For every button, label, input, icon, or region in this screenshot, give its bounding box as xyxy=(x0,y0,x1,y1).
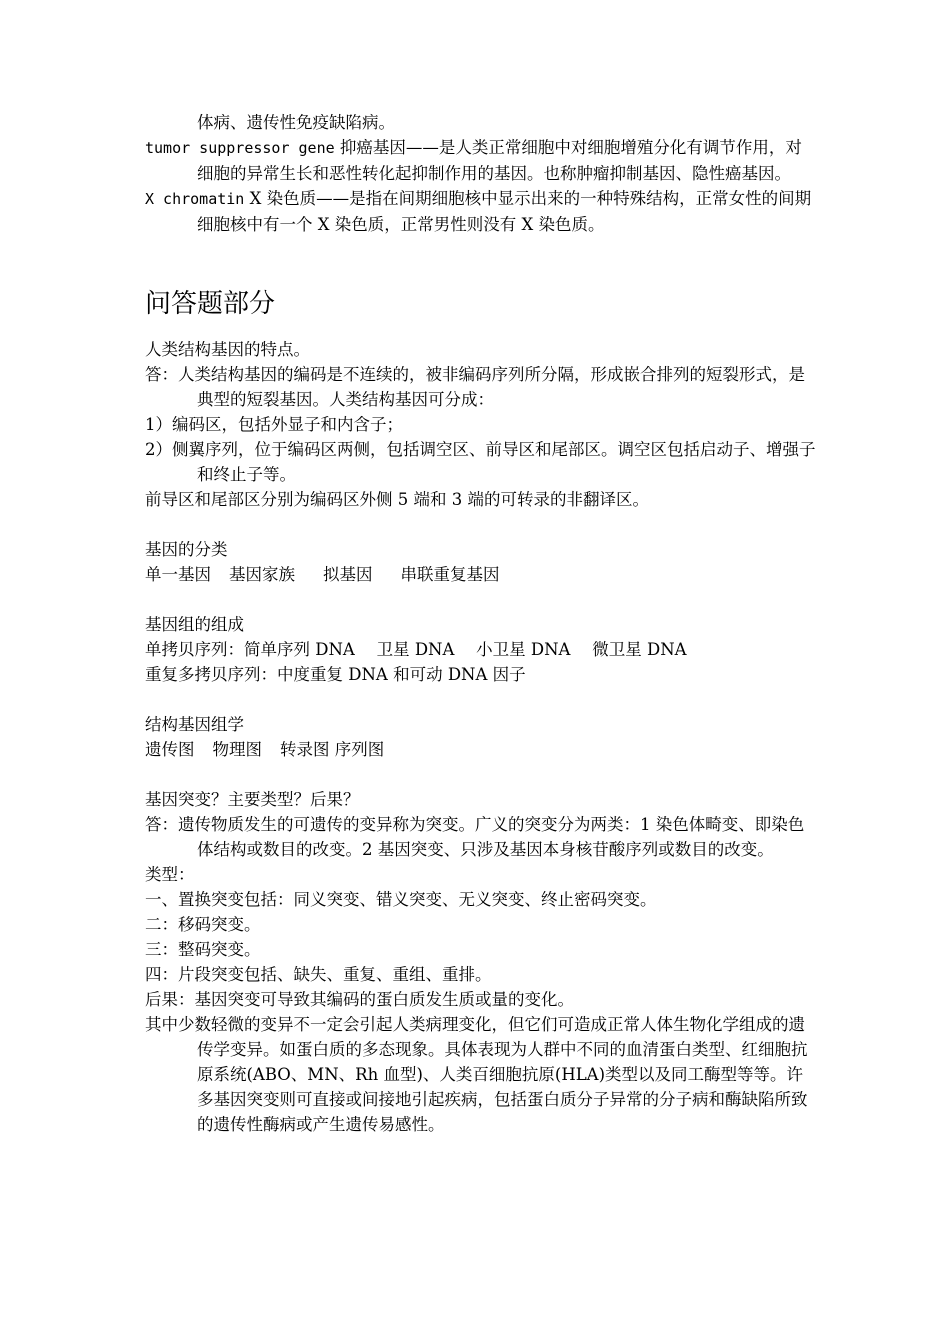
term-definition: X 染色质——是指在间期细胞核中显示出来的一种特殊结构，正常女性的间期细胞核中有一个 X 染色质，正常男性则没有 X 染色质。 xyxy=(197,189,812,234)
list-item: 拟基因 xyxy=(323,565,373,584)
text-line: 体病、遗传性免疫缺陷病。 xyxy=(197,113,395,132)
list-item: 三：整码突变。 xyxy=(145,940,261,959)
result-text: 后果：基因突变可导致其编码的蛋白质发生质或量的变化。 xyxy=(145,990,574,1009)
list-item: 一、置换突变包括：同义突变、错义突变、无义突变、终止密码突变。 xyxy=(145,890,657,909)
note-text: 前导区和尾部区分别为编码区外侧 5 端和 3 端的可转录的非翻译区。 xyxy=(145,490,649,509)
question-title: 基因突变？主要类型？后果？ xyxy=(145,790,360,809)
term-x-chromatin xyxy=(145,186,817,237)
list-item: 串联重复基因 xyxy=(400,565,500,584)
term-definition: 抑癌基因——是人类正常细胞中对细胞增殖分化有调节作用，对细胞的异常生长和恶性转化起抑制作用的基因。也称肿瘤抑制基因、隐性癌基因。 xyxy=(197,138,802,183)
text-line: 单拷贝序列：简单序列 DNA 卫星 DNA 小卫星 DNA 微卫星 DNA xyxy=(145,640,687,659)
list-item: 2）侧翼序列，位于编码区两侧，包括调空区、前导区和尾部区。调空区包括启动子、增强子和终止子等。 xyxy=(145,440,816,484)
list-item: 遗传图 xyxy=(145,740,195,759)
list-item: 单一基因 xyxy=(145,565,211,584)
list-item: 转录图 xyxy=(280,740,330,759)
section-title: 问答题部分 xyxy=(145,289,276,319)
text-line: 类型： xyxy=(145,865,195,884)
list-item: 基因家族 xyxy=(229,565,295,584)
gene-class-list xyxy=(145,562,817,587)
term-tumor-suppressor-gene xyxy=(145,135,817,186)
question-title: 基因的分类 xyxy=(145,540,228,559)
term-label: tumor suppressor gene xyxy=(145,139,335,157)
list-item: 1）编码区，包括外显子和内含子； xyxy=(145,415,403,434)
detail-text: 其中少数轻微的变异不一定会引起人类病理变化，但它们可造成正常人体生物化学组成的遗传学变异。如蛋白质的多态现象。具体表现为人群中不同的血清蛋白类型、红细胞抗原系统(ABO、MN、Rh 血型)、人类百细胞抗原(HLA)类型以及同工酶型等等。许多基因突变则可直接或间接地引起疾病，包括蛋白质分子异常的分子病和酶缺陷所致的遗传性酶病或产生遗传易感性。 xyxy=(145,1015,808,1134)
question-title: 基因组的组成 xyxy=(145,615,244,634)
question-title: 人类结构基因的特点。 xyxy=(145,340,310,359)
list-item: 二：移码突变。 xyxy=(145,915,261,934)
list-item: 物理图 xyxy=(212,740,262,759)
answer-text: 答：遗传物质发生的可遗传的变异称为突变。广义的突变分为两类：1 染色体畸变、即染色体结构或数目的改变。2 基因突变、只涉及基因本身核苷酸序列或数目的改变。 xyxy=(145,815,805,859)
document-page xyxy=(145,110,817,1137)
text-line: 重复多拷贝序列：中度重复 DNA 和可动 DNA 因子 xyxy=(145,665,526,684)
genomics-map-list xyxy=(145,737,817,762)
answer-text: 答：人类结构基因的编码是不连续的，被非编码序列所分隔，形成嵌合排列的短裂形式，是典型的短裂基因。人类结构基因可分成： xyxy=(145,365,805,409)
question-title: 结构基因组学 xyxy=(145,715,244,734)
list-item: 四：片段突变包括、缺失、重复、重组、重排。 xyxy=(145,965,492,984)
term-label: X chromatin xyxy=(145,190,245,208)
list-item: 序列图 xyxy=(334,740,385,759)
